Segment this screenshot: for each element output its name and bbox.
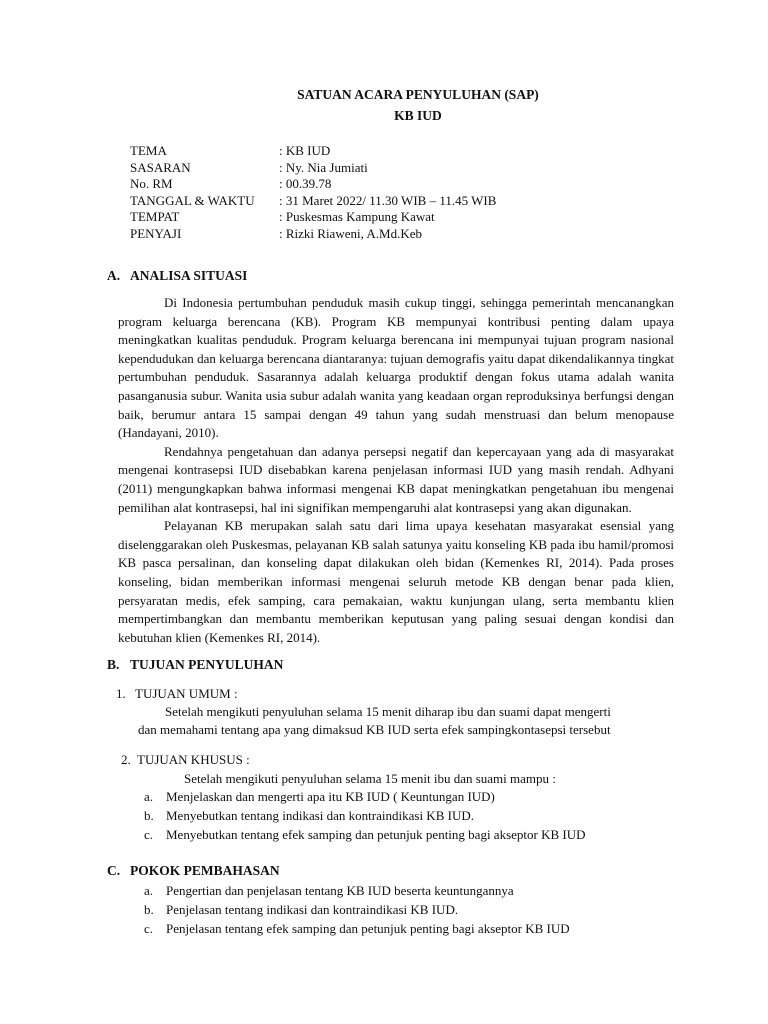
list-text: Pengertian dan penjelasan tentang KB IUD beserta keuntungannya <box>166 883 514 898</box>
pokok-pembahasan-list <box>144 881 570 938</box>
section-a-heading <box>107 267 247 286</box>
list-item <box>144 919 570 938</box>
list-item <box>144 825 586 844</box>
identity-table <box>130 143 496 243</box>
identity-value: : Ny. Nia Jumiati <box>279 159 368 175</box>
identity-row-no-rm <box>130 176 496 193</box>
identity-key: PENYAJI <box>130 225 182 241</box>
tujuan-umum-heading <box>116 685 238 704</box>
section-title: TUJUAN PENYULUHAN <box>130 657 284 672</box>
paragraph: Pelayanan KB merupakan salah satu dari lima upaya kesehatan masyarakat esensial yang diselenggarakan oleh Puskesmas, pelayanan KB salah satunya yaitu konseling KB pada ibu hamil/promosi KB pasca persalinan, dan konseling dapat dilakukan oleh bidan (Kemenkes RI, 2014). Pada proses konseling, bidan memberikan informasi mengenai seluruh metode KB dengan benar pada klien, persyaratan medis, efek samping, cara pemakaian, waktu kunjungan ulang, serta membantu klien mempertimbangkan dan membantu memberikan keputusan yang paling sesuai dengan kondisi dan kebutuhan klien (Kemenkes RI, 2014). <box>118 518 674 645</box>
document-subtitle: KB IUD <box>394 108 442 123</box>
tujuan-khusus-intro: Setelah mengikuti penyuluhan selama 15 menit ibu dan suami mampu : <box>184 771 556 786</box>
identity-value: : 31 Maret 2022/ 11.30 WIB – 11.45 WIB <box>279 192 497 208</box>
tujuan-umum-line: Setelah mengikuti penyuluhan selama 15 menit diharap ibu dan suami dapat mengerti <box>165 704 611 719</box>
section-letter: B. <box>107 657 120 672</box>
list-text: Menjelaskan dan mengerti apa itu KB IUD ( Keuntungan IUD) <box>166 789 495 804</box>
identity-key: No. RM <box>130 176 173 192</box>
section-c-heading <box>107 862 280 881</box>
identity-row-tanggal-waktu <box>130 193 496 210</box>
list-item <box>144 881 570 900</box>
list-item <box>144 900 570 919</box>
section-b-heading <box>107 656 283 675</box>
identity-key: SASARAN <box>130 159 191 175</box>
identity-value: : KB IUD <box>279 143 331 158</box>
identity-row-sasaran <box>130 160 496 177</box>
list-item <box>144 787 586 806</box>
identity-row-tema <box>130 143 496 160</box>
identity-key: TEMA <box>130 143 167 158</box>
tujuan-khusus-list <box>144 787 586 844</box>
list-text: Menyebutkan tentang indikasi dan kontraindikasi KB IUD. <box>166 808 474 823</box>
list-text: Penjelasan tentang efek samping dan petunjuk penting bagi akseptor KB IUD <box>166 921 570 936</box>
paragraph: Rendahnya pengetahuan dan adanya persepsi negatif dan kepercayaan yang ada di masyarakat mengenai kontrasepsi IUD disebabkan karena penjelasan informasi IUD yang masih rendah. Adhyani (2011) mengungkapkan bahwa informasi mengenai KB dapat meningkatkan pengetahuan ibu mengenai pemilihan alat kontrasepsi, hal ini signifikan mempengaruhi alat kontrasepsi yang akan digunakan. <box>118 443 674 515</box>
tujuan-khusus-heading <box>121 751 250 770</box>
section-title: POKOK PEMBAHASAN <box>130 863 280 878</box>
tujuan-umum-line: dan memahami tentang apa yang dimaksud KB IUD serta efek sampingkontasepsi tersebut <box>138 722 611 737</box>
list-letter: b. <box>144 902 154 917</box>
subsection-title: TUJUAN UMUM : <box>135 686 238 701</box>
list-number: 2. <box>121 752 131 767</box>
identity-value: : 00.39.78 <box>279 176 332 192</box>
identity-key: TEMPAT <box>130 209 180 225</box>
list-letter: c. <box>144 827 154 842</box>
identity-key: TANGGAL & WAKTU <box>130 192 255 208</box>
list-text: Menyebutkan tentang efek samping dan petunjuk penting bagi akseptor KB IUD <box>166 827 586 842</box>
list-letter: a. <box>144 883 154 898</box>
paragraph: Di Indonesia pertumbuhan penduduk masih cukup tinggi, sehingga pemerintah mencanangkan program keluarga berencana (KB). Program KB mempunyai kontribusi penting dalam upaya meningkatkan kualitas penduduk. Program keluarga berencana ini mempunyai tujuan program nasional kependudukan dan keluarga berencana diantaranya: tujuan demografis yaitu dapat dikendalikannya tingkat pertumbuhan penduduk. Sasarannya adalah keluarga produktif dengan fokus utama adalah wanita pasanganusia subur. Wanita usia subur adalah wanita yang keadaan organ reproduksinya berfungsi dengan baik, berumur antara 15 sampai dengan 49 tahun yang sudah menstruasi dan belum menopause (Handayani, 2010). <box>118 295 674 441</box>
list-letter: c. <box>144 921 154 936</box>
subsection-title: TUJUAN KHUSUS : <box>137 752 250 767</box>
identity-row-penyaji <box>130 226 496 243</box>
document-title: SATUAN ACARA PENYULUHAN (SAP) <box>297 87 539 102</box>
list-number: 1. <box>116 686 126 701</box>
list-letter: a. <box>144 789 154 804</box>
identity-value: : Rizki Riaweni, A.Md.Keb <box>279 225 422 241</box>
identity-value: : Puskesmas Kampung Kawat <box>279 209 435 225</box>
section-title: ANALISA SITUASI <box>130 268 248 283</box>
identity-row-tempat <box>130 209 496 226</box>
list-letter: b. <box>144 808 154 823</box>
analisa-situasi-body <box>118 294 674 647</box>
list-item <box>144 806 586 825</box>
section-letter: C. <box>107 863 121 878</box>
list-text: Penjelasan tentang indikasi dan kontraindikasi KB IUD. <box>166 902 459 917</box>
section-letter: A. <box>107 268 121 283</box>
